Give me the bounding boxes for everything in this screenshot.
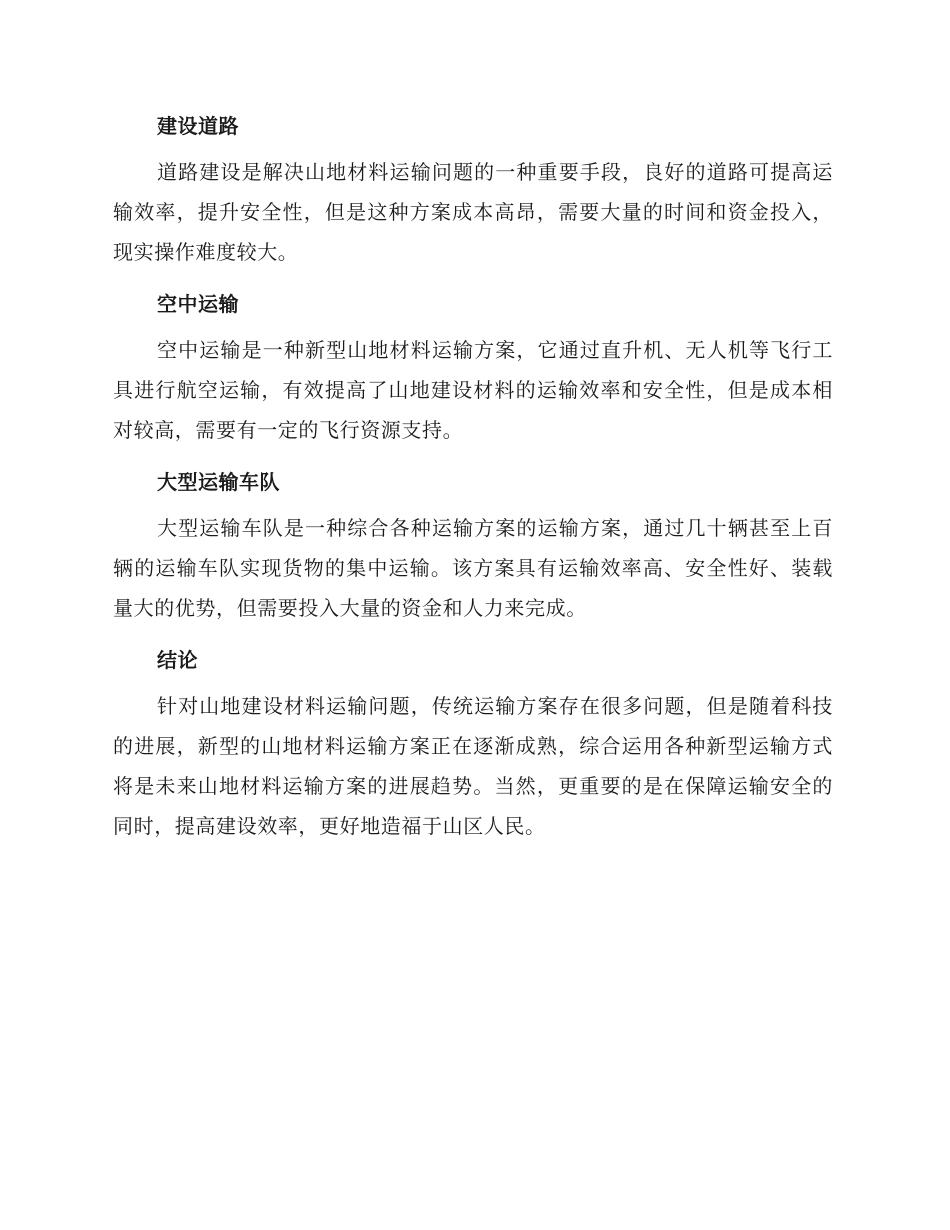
document-body bbox=[113, 106, 833, 858]
section-heading-truck-fleet: 大型运输车队 bbox=[157, 470, 280, 494]
section-heading-road-construction: 建设道路 bbox=[157, 114, 239, 138]
section-paragraph-air-transport: 空中运输是一种新型山地材料运输方案，它通过直升机、无人机等飞行工具进行航空运输，有效提高了山地建设材料的运输效率和安全性，但是成本相对较高，需要有一定的飞行资源支持。 bbox=[113, 338, 833, 442]
section-paragraph-truck-fleet: 大型运输车队是一种综合各种运输方案的运输方案，通过几十辆甚至上百辆的运输车队实现货物的集中运输。该方案具有运输效率高、安全性好、装载量大的优势，但需要投入大量的资金和人力来完成。 bbox=[113, 516, 833, 620]
section-paragraph-road-construction: 道路建设是解决山地材料运输问题的一种重要手段，良好的道路可提高运输效率，提升安全性，但是这种方案成本高昂，需要大量的时间和资金投入，现实操作难度较大。 bbox=[113, 160, 833, 264]
section-paragraph-conclusion: 针对山地建设材料运输问题，传统运输方案存在很多问题，但是随着科技的进展，新型的山地材料运输方案正在逐渐成熟，综合运用各种新型运输方式将是未来山地材料运输方案的进展趋势。当然，更重要的是在保障运输安全的同时，提高建设效率，更好地造福于山区人民。 bbox=[113, 694, 833, 838]
section-heading-conclusion: 结论 bbox=[157, 648, 198, 672]
section-heading-air-transport: 空中运输 bbox=[157, 292, 239, 316]
